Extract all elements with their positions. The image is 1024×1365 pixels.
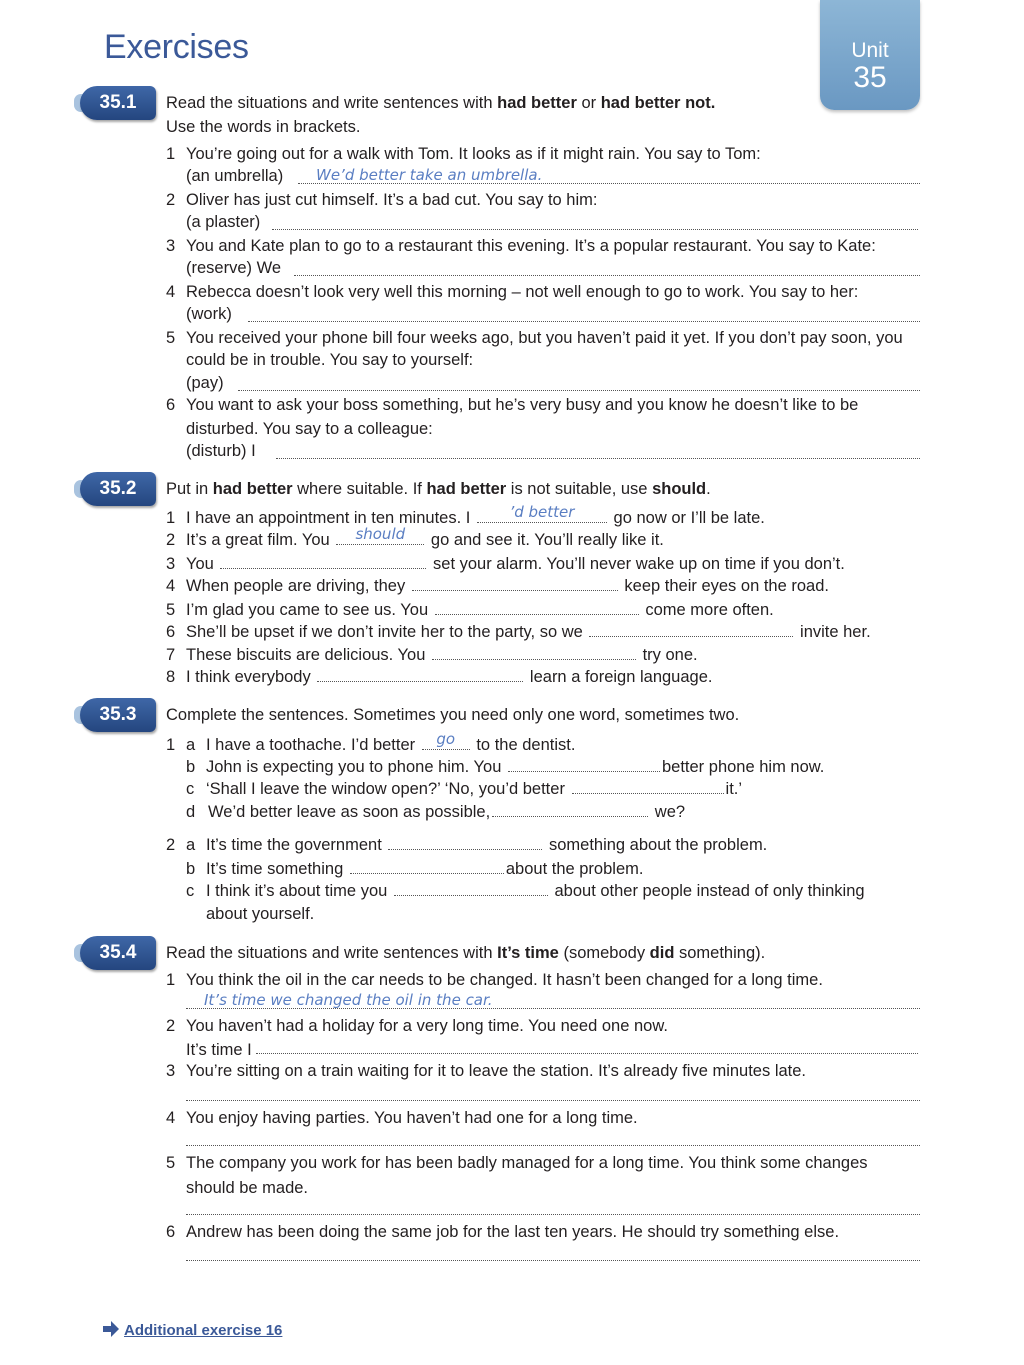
answer-line[interactable] (276, 444, 920, 459)
item-sentence: I think it’s about time you about other people instead of only thinking (206, 882, 865, 900)
handwritten-answer: It’s time we changed the oil in the car. (204, 991, 493, 1009)
item-number: 6 (166, 396, 176, 414)
answer-line[interactable] (432, 645, 636, 660)
exercise-badge-35-4: 35.4 (80, 936, 156, 970)
item-text-line2: disturbed. You say to a colleague: (186, 420, 433, 438)
unit-tab (820, 0, 920, 110)
answer-line[interactable] (435, 600, 639, 615)
answer-line[interactable] (298, 166, 920, 184)
item-number: 5 (166, 601, 176, 619)
item-sentence: ‘Shall I leave the window open?’ ‘No, you’d better it.’ (206, 780, 743, 798)
answer-line[interactable] (412, 576, 618, 591)
item-text: You’re sitting on a train waiting for it to leave the station. It’s already five minutes late. (186, 1062, 807, 1080)
item-text-line2: should be made. (186, 1179, 309, 1197)
item-number: 3 (166, 1062, 176, 1080)
exercise-instruction-line2: Use the words in brackets. (166, 118, 361, 136)
item-number: 6 (166, 1223, 176, 1241)
item-number: 2 (166, 191, 176, 209)
additional-exercise-link[interactable] (102, 1320, 282, 1339)
item-sentence: She’ll be upset if we don’t invite her to the party, so we invite her. (186, 623, 871, 641)
answer-line[interactable] (492, 802, 648, 817)
page-title: Exercises (104, 28, 249, 66)
item-number: 1 (166, 509, 176, 527)
exercise-badge-35-3: 35.3 (80, 698, 156, 732)
item-sentence: These biscuits are delicious. You try one. (186, 646, 698, 664)
item-text: You think the oil in the car needs to be changed. It hasn’t been changed for a long time. (186, 971, 823, 989)
item-letter: a (186, 836, 196, 854)
answer-line[interactable] (336, 525, 424, 545)
item-text: You and Kate plan to go to a restaurant this evening. It’s a popular restaurant. You say to Kate: (186, 237, 876, 255)
item-sentence: You set your alarm. You’ll never wake up on time if you don’t. (186, 555, 845, 573)
item-cue: (disturb) I (186, 442, 256, 460)
item-text: You enjoy having parties. You haven’t had one for a long time. (186, 1109, 638, 1127)
item-sentence: John is expecting you to phone him. You better phone him now. (206, 758, 825, 776)
item-number: 1 (166, 145, 176, 163)
item-number: 3 (166, 555, 176, 573)
item-cue: (work) (186, 305, 232, 323)
item-letter: b (186, 758, 196, 776)
unit-number: 35 (853, 61, 887, 94)
answer-line[interactable] (238, 376, 920, 391)
exercise-badge-35-1: 35.1 (80, 86, 156, 120)
item-letter: d (186, 803, 196, 821)
group-number: 2 (166, 836, 176, 854)
answer-line[interactable] (186, 1200, 920, 1215)
item-text: Andrew has been doing the same job for the last ten years. He should try something else. (186, 1223, 840, 1241)
exercise-instruction: Put in had better where suitable. If had better is not suitable, use should. (166, 480, 711, 498)
exercise-badge-35-2: 35.2 (80, 472, 156, 506)
item-text: You received your phone bill four weeks ago, but you haven’t paid it yet. If you don’t pay soon, you (186, 329, 903, 347)
answer-line[interactable] (294, 261, 920, 276)
handwritten-answer: ’d better (509, 503, 575, 521)
item-sentence: I’m glad you came to see us. You come more often. (186, 601, 774, 619)
answer-line[interactable] (272, 215, 918, 230)
answer-line[interactable] (394, 881, 548, 896)
answer-line[interactable] (186, 991, 920, 1009)
answer-line[interactable] (220, 554, 426, 569)
item-letter: b (186, 860, 196, 878)
item-number: 2 (166, 1017, 176, 1035)
item-number: 1 (166, 971, 176, 989)
item-sentence: I have an appointment in ten minutes. I ’d better go now or I’ll be late. (186, 503, 765, 527)
item-number: 5 (166, 1154, 176, 1172)
item-sentence: I have a toothache. I’d better go to the dentist. (206, 730, 576, 754)
answer-line[interactable] (186, 1086, 920, 1101)
arrow-right-icon (102, 1320, 120, 1338)
item-sentence: It’s time the government something about the problem. (206, 836, 768, 854)
item-number: 7 (166, 646, 176, 664)
answer-line[interactable] (422, 730, 470, 750)
item-number: 6 (166, 623, 176, 641)
item-number: 8 (166, 668, 176, 686)
item-number: 4 (166, 577, 176, 595)
answer-line[interactable] (477, 503, 607, 523)
item-letter: c (186, 780, 195, 798)
item-sentence: We’d better leave as soon as possible, we? (208, 803, 686, 821)
answer-line[interactable] (508, 757, 660, 772)
additional-exercise-label: Additional exercise 16 (124, 1322, 283, 1339)
item-sentence: When people are driving, they keep their eyes on the road. (186, 577, 829, 595)
item-text: The company you work for has been badly managed for a long time. You think some changes (186, 1154, 868, 1172)
answer-line[interactable] (350, 859, 504, 874)
item-text-line2: could be in trouble. You say to yourself: (186, 351, 474, 369)
item-sentence: It’s time something about the problem. (206, 860, 644, 878)
item-number: 4 (166, 283, 176, 301)
handwritten-answer: go (436, 730, 456, 748)
answer-line[interactable] (248, 307, 920, 322)
item-text: You haven’t had a holiday for a very long time. You need one now. (186, 1017, 668, 1035)
item-letter: c (186, 882, 195, 900)
item-text-line2: about yourself. (206, 905, 315, 923)
answer-line[interactable] (388, 835, 542, 850)
answer-line[interactable] (186, 1131, 920, 1146)
group-number: 1 (166, 736, 176, 754)
answer-line[interactable] (317, 667, 523, 682)
answer-line[interactable] (256, 1039, 918, 1054)
item-number: 4 (166, 1109, 176, 1127)
exercise-instruction: Read the situations and write sentences with had better or had better not. (166, 94, 716, 112)
exercise-instruction: Read the situations and write sentences with It’s time (somebody did something). (166, 944, 766, 962)
item-number: 2 (166, 531, 176, 549)
item-cue: (a plaster) (186, 213, 261, 231)
item-text: You’re going out for a walk with Tom. It looks as if it might rain. You say to Tom: (186, 145, 761, 163)
item-text: Oliver has just cut himself. It’s a bad cut. You say to him: (186, 191, 598, 209)
item-cue: (reserve) We (186, 259, 282, 277)
item-text: You want to ask your boss something, but he’s very busy and you know he doesn’t like to be (186, 396, 859, 414)
unit-label: Unit (851, 39, 889, 62)
handwritten-answer: We’d better take an umbrella. (316, 166, 543, 184)
item-number: 3 (166, 237, 176, 255)
item-sentence: It’s a great film. You should go and see it. You’ll really like it. (186, 525, 664, 549)
answer-line[interactable] (589, 622, 793, 637)
item-cue: (an umbrella) (186, 167, 284, 185)
answer-line[interactable] (186, 1246, 920, 1261)
item-letter: a (186, 736, 196, 754)
exercise-instruction: Complete the sentences. Sometimes you need only one word, sometimes two. (166, 706, 740, 724)
item-cue: (pay) (186, 374, 224, 392)
handwritten-answer: should (355, 525, 406, 543)
item-cue: It’s time I (186, 1041, 252, 1059)
answer-line[interactable] (572, 779, 724, 794)
item-number: 5 (166, 329, 176, 347)
item-text: Rebecca doesn’t look very well this morning – not well enough to go to work. You say to her: (186, 283, 859, 301)
item-sentence: I think everybody learn a foreign language. (186, 668, 713, 686)
